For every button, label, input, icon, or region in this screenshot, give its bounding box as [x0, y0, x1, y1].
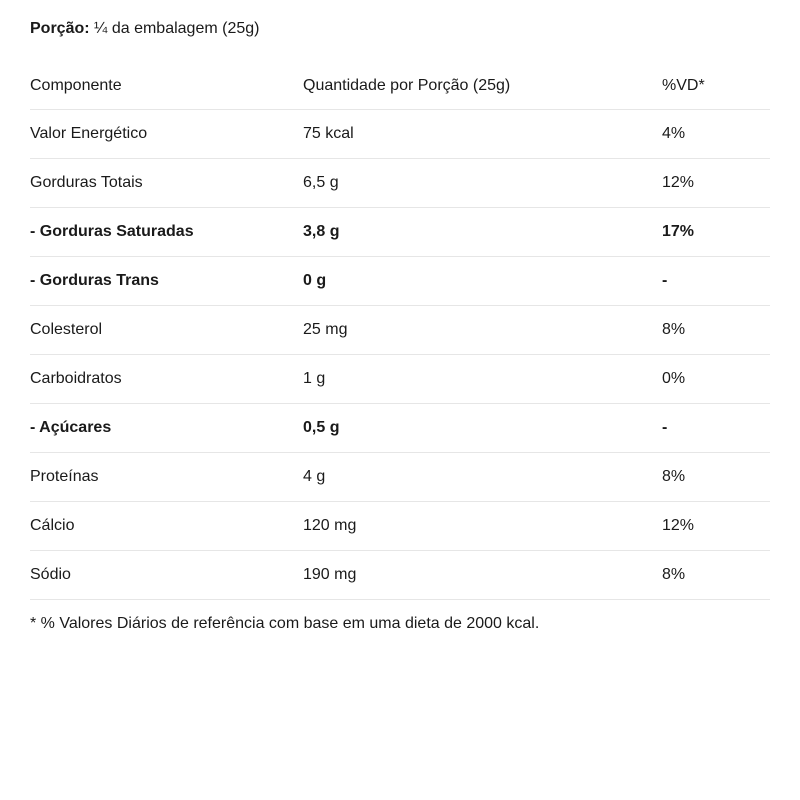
quantity-cell: 1 g — [303, 370, 326, 387]
component-cell: Valor Energético — [30, 125, 148, 142]
quantity-cell: 3,8 g — [303, 223, 340, 240]
quantity-cell: 190 mg — [303, 566, 357, 583]
table-row — [30, 110, 770, 159]
header-daily-value: %VD* — [662, 76, 705, 94]
quantity-cell: 0,5 g — [303, 419, 340, 436]
portion-value: ¼ da embalagem (25g) — [94, 20, 260, 37]
component-cell: Colesterol — [30, 321, 103, 338]
daily-value-cell: 8% — [662, 321, 686, 338]
component-cell: Carboidratos — [30, 370, 122, 387]
header-quantity: Quantidade por Porção (25g) — [303, 76, 511, 94]
table-row — [30, 453, 770, 502]
component-cell: Sódio — [30, 566, 71, 583]
table-row — [30, 208, 770, 257]
daily-value-cell: 8% — [662, 468, 686, 485]
daily-value-cell: - — [662, 272, 668, 289]
component-cell: Cálcio — [30, 517, 75, 534]
quantity-cell: 75 kcal — [303, 125, 354, 142]
nutrition-table — [30, 62, 770, 600]
table-row — [30, 551, 770, 600]
daily-value-cell: 12% — [662, 174, 695, 191]
quantity-cell: 6,5 g — [303, 174, 339, 191]
footnote: * % Valores Diários de referência com base em uma dieta de 2000 kcal. — [30, 615, 540, 632]
quantity-cell: 25 mg — [303, 321, 348, 338]
component-cell: - Açúcares — [30, 419, 112, 436]
daily-value-cell: 0% — [662, 370, 686, 387]
daily-value-cell: - — [662, 419, 668, 436]
portion-label: Porção: — [30, 20, 90, 37]
daily-value-cell: 4% — [662, 125, 686, 142]
daily-value-cell: 8% — [662, 566, 686, 583]
component-cell: - Gorduras Trans — [30, 272, 159, 289]
table-row — [30, 257, 770, 306]
header-component: Componente — [30, 76, 122, 94]
table-header-row — [30, 62, 770, 110]
daily-value-cell: 17% — [662, 223, 695, 240]
table-row — [30, 159, 770, 208]
component-cell: Proteínas — [30, 468, 99, 485]
daily-value-cell: 12% — [662, 517, 695, 534]
quantity-cell: 120 mg — [303, 517, 357, 534]
table-row — [30, 306, 770, 355]
table-row — [30, 502, 770, 551]
quantity-cell: 4 g — [303, 468, 326, 485]
component-cell: - Gorduras Saturadas — [30, 223, 194, 240]
table-row — [30, 404, 770, 453]
quantity-cell: 0 g — [303, 272, 327, 289]
table-row — [30, 355, 770, 404]
portion-info — [30, 20, 259, 38]
component-cell: Gorduras Totais — [30, 174, 143, 191]
